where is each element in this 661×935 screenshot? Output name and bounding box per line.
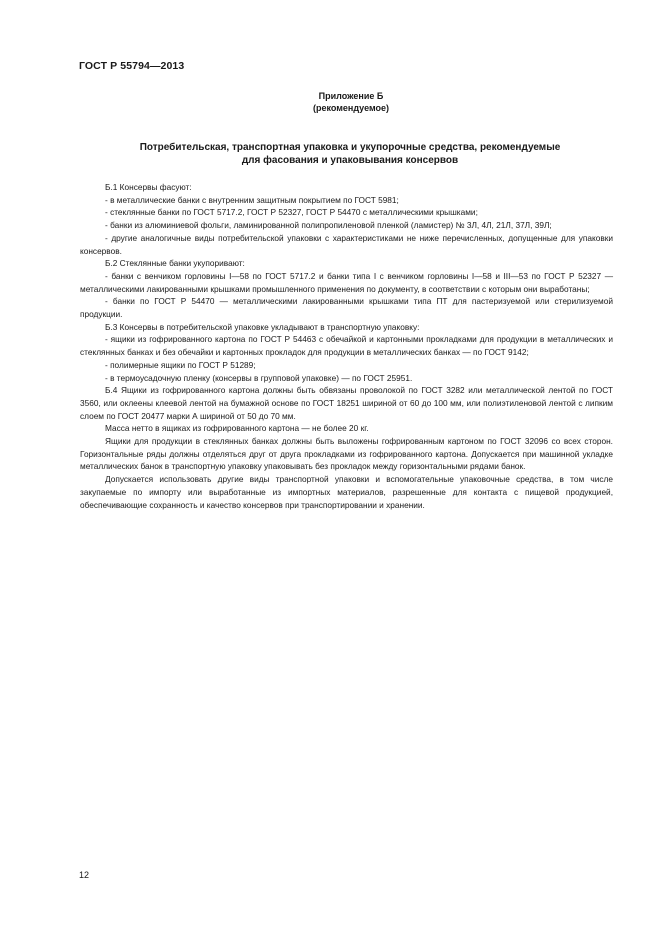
list-item: - банки из алюминиевой фольги, ламинированной полипропиленовой пленкой (ламистер) № 3Л, 4Л, 21Л, 37Л, 39Л; bbox=[105, 220, 552, 231]
list-item: - в термоусадочную пленку (консервы в групповой упаковке) — по ГОСТ 25951. bbox=[105, 372, 413, 383]
paragraph-b1: Б.1 Консервы фасуют: bbox=[105, 182, 192, 192]
list-item: - в металлические банки с внутренним защитным покрытием по ГОСТ 5981; bbox=[105, 194, 399, 205]
list-item: - ящики из гофрированного картона по ГОСТ Р 54463 с обечайкой и картонными прокладками для продукции в металлических и стеклянных банках и без обечайки и картонных прокладок для продукции в металлических банках — по ГОСТ 9142; bbox=[80, 334, 613, 358]
section-title bbox=[80, 141, 620, 167]
list-item: - полимерные ящики по ГОСТ Р 51289; bbox=[105, 359, 256, 370]
paragraph-b3: Б.3 Консервы в потребительской упаковке укладывают в транспортную упаковку: bbox=[105, 321, 420, 332]
paragraph-b2: Б.2 Стеклянные банки укупоривают: bbox=[105, 258, 245, 269]
paragraph-net-mass: Масса нетто в ящиках из гофрированного картона — не более 20 кг. bbox=[105, 423, 369, 434]
list-item: - банки с венчиком горловины I—58 по ГОСТ 5717.2 и банки типа I с венчиком горловины I—58 и III—53 по ГОСТ Р 52327 — металлическими лакированными крышками промышленного применения по документу, в соответствии с которым они выработаны; bbox=[80, 270, 613, 294]
list-item: - стеклянные банки по ГОСТ 5717.2, ГОСТ Р 52327, ГОСТ Р 54470 с металлическими крышками; bbox=[105, 207, 478, 218]
section-title-line-2: для фасования и упаковывания консервов bbox=[241, 155, 459, 166]
paragraph-b4: Б.4 Ящики из гофрированного картона должны быть обвязаны проволокой по ГОСТ 3282 или металлической лентой по ГОСТ 3560, или оклеены клеевой лентой на бумажной основе по ГОСТ 18251 шириной от 60 до 100 мм, или полиэтиленовой лентой с липким слоем по ГОСТ 20477 марки А шириной от 50 до 70 мм. bbox=[80, 385, 613, 421]
appendix-subtitle: (рекомендуемое) bbox=[313, 103, 389, 113]
list-item: - другие аналогичные виды потребительской упаковки с характеристиками не ниже перечисленных, допущенные для упаковки консервов. bbox=[80, 232, 613, 256]
paragraph-other-packaging: Допускается использовать другие виды транспортной упаковки и вспомогательные упаковочные средства, в том числе закупаемые по импорту или выработанные из импортных материалов, разрешенные для контакта с пищевой продукцией, обеспечивающие сохранность и качество консервов при транспортировании и хранении. bbox=[80, 474, 613, 510]
list-item: - банки по ГОСТ Р 54470 — металлическими лакированными крышками типа ПТ для пастеризуемой или стерилизуемой продукции. bbox=[80, 296, 613, 320]
paragraph-glass-boxes: Ящики для продукции в стеклянных банках должны быть выложены гофрированным картоном по ГОСТ 32096 со всех сторон. Горизонтальные ряды должны отделяться друг от друга прокладками из гофрированного картона. Допускается при машинной укладке металлических банок в транспортную упаковку упаковывать без прокладок между горизонтальными рядами банок. bbox=[80, 436, 613, 472]
appendix-heading bbox=[0, 90, 661, 114]
section-title-line-1: Потребительская, транспортная упаковка и укупорочные средства, рекомендуемые bbox=[139, 142, 561, 153]
appendix-title: Приложение Б bbox=[318, 91, 384, 101]
page-number: 12 bbox=[79, 870, 90, 880]
document-body bbox=[80, 181, 613, 511]
document-header: ГОСТ Р 55794—2013 bbox=[79, 60, 185, 72]
